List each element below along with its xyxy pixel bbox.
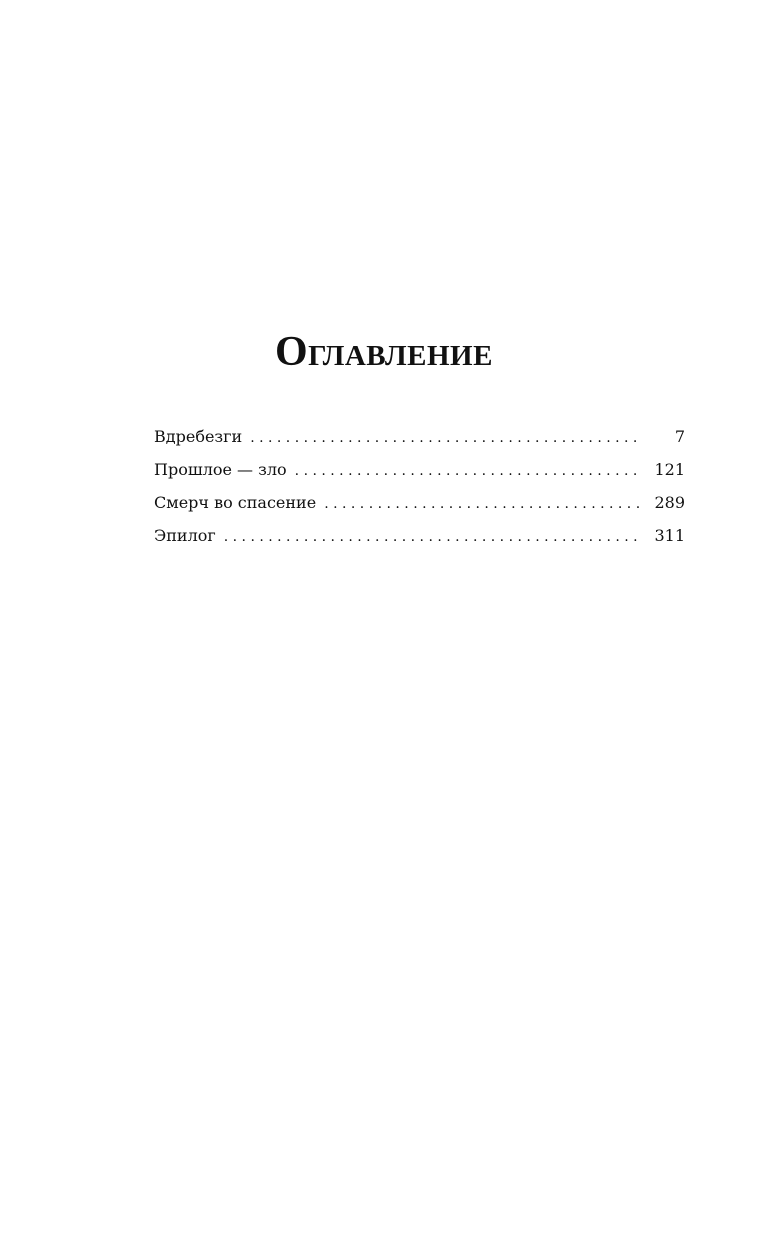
toc-entry-page: 7 — [674, 427, 685, 446]
toc-entry-page: 311 — [654, 526, 685, 545]
toc-entry[interactable] — [154, 453, 685, 486]
toc-entry[interactable] — [154, 519, 685, 552]
toc-entry-title: Смерч во спасение — [154, 493, 317, 512]
toc-entry-page: 121 — [654, 460, 685, 479]
toc-dot-leader — [295, 455, 643, 488]
toc-entry-page: 289 — [654, 493, 685, 512]
toc-dot-leader — [324, 488, 643, 521]
toc-entry-title: Эпилог — [154, 526, 216, 545]
table-of-contents — [154, 420, 685, 552]
toc-dot-leader — [224, 521, 643, 554]
toc-entry-title: Вдребезги — [154, 427, 243, 446]
toc-title: Оглавление — [275, 329, 493, 375]
toc-entry[interactable] — [154, 486, 685, 519]
toc-dot-leader — [250, 422, 643, 455]
toc-entry-title: Прошлое — зло — [154, 460, 287, 479]
toc-entry[interactable] — [154, 420, 685, 453]
